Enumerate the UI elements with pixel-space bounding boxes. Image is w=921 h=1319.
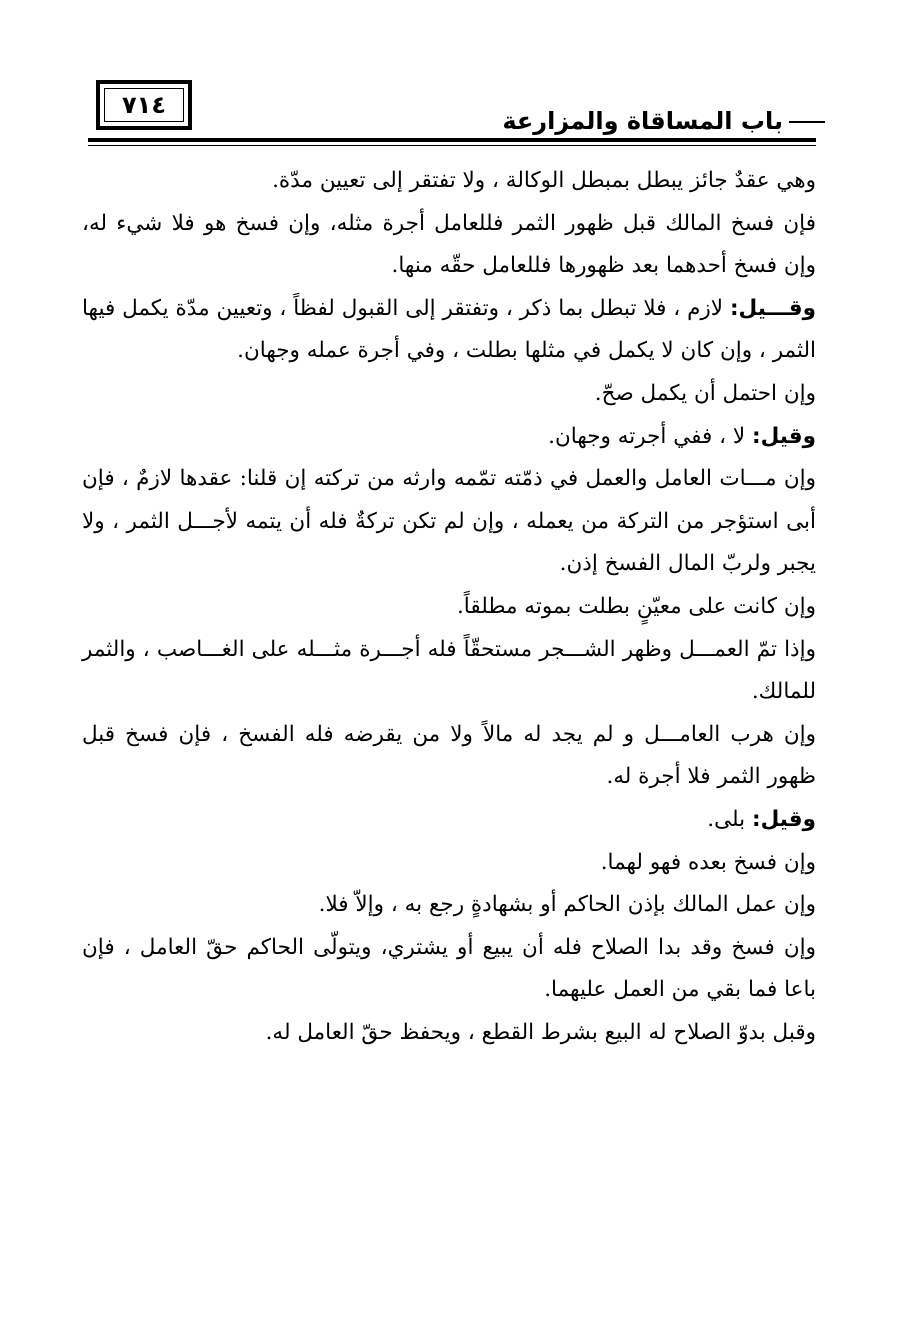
paragraph-text: فإن فسخ المالك قبل ظهور الثمر فللعامل أجرة مثله، وإن فسخ هو فلا شيء له، وإن فسخ أحدهما بعد ظهورها فللعامل حقّه منها. bbox=[82, 210, 816, 279]
paragraph bbox=[82, 416, 816, 459]
paragraph-text: وقبل بدوّ الصلاح له البيع بشرط القطع ، ويحفظ حقّ العامل له. bbox=[265, 1019, 816, 1045]
paragraph-text: بلى. bbox=[707, 806, 752, 832]
paragraph-text: وإن فسخ بعده فهو لهما. bbox=[600, 849, 816, 875]
page-number: ٧١٤ bbox=[122, 91, 166, 119]
paragraph bbox=[82, 458, 816, 586]
chapter-header bbox=[502, 106, 825, 136]
page-number-box bbox=[96, 80, 192, 130]
paragraph bbox=[82, 373, 816, 416]
paragraph-text: وإن كانت على معيّنٍ بطلت بموته مطلقاً. bbox=[456, 593, 816, 619]
header-rule-thin bbox=[88, 145, 816, 146]
paragraph-text: وإن عمل المالك بإذن الحاكم أو بشهادةٍ رجع به ، وإلاّ فلا. bbox=[318, 892, 816, 918]
chapter-title: باب المساقاة والمزارعة bbox=[502, 107, 783, 135]
paragraph-text: وإن مـــات العامل والعمل في ذمّته تمّمه وارثه من تركته إن قلنا: عقدها لازمٌ ، فإن أبى استؤجر من التركة من يعمله ، وإن لم تكن تركةٌ فله أن يتمه لأجـــل الثمر ، ولا يجبر ولربّ المال الفسخ إذن. bbox=[82, 466, 816, 577]
header-dash bbox=[789, 121, 825, 123]
paragraph bbox=[82, 799, 816, 842]
paragraph-text: وإن فسخ وقد بدا الصلاح فله أن يبيع أو يشتري، ويتولّى الحاكم حقّ العامل ، فإن باعا فما بقي من العمل عليهما. bbox=[82, 934, 816, 1003]
paragraph bbox=[82, 288, 816, 373]
paragraph bbox=[82, 160, 816, 203]
paragraph-text: لازم ، فلا تبطل بما ذكر ، وتفتقر إلى القبول لفظاً ، وتعيين مدّة يكمل فيها الثمر ، وإن كان لا يكمل في مثلها بطلت ، وفي أجرة عمله وجهان. bbox=[82, 295, 816, 364]
paragraph-text: وهي عقدٌ جائز يبطل بمبطل الوكالة ، ولا تفتقر إلى تعيين مدّة. bbox=[272, 168, 816, 193]
paragraph bbox=[82, 203, 816, 288]
paragraph-text: وإذا تمّ العمـــل وظهر الشـــجر مستحقّاً فله أجـــرة مثـــله على الغـــاصب ، والثمر للمالك. bbox=[82, 636, 816, 705]
paragraph bbox=[82, 842, 816, 885]
paragraph bbox=[82, 1012, 816, 1055]
paragraph bbox=[82, 586, 816, 629]
paragraph-text: وإن احتمل أن يكمل صحّ. bbox=[594, 380, 816, 406]
paragraph bbox=[82, 927, 816, 1012]
body-text bbox=[82, 160, 816, 1054]
paragraph-text: لا ، ففي أجرته وجهان. bbox=[548, 423, 752, 449]
paragraph-text: وإن هرب العامـــل و لم يجد له مالاً ولا من يقرضه فله الفسخ ، فإن فسخ قبل ظهور الثمر فلا أجرة له. bbox=[82, 721, 816, 790]
paragraph bbox=[82, 714, 816, 799]
paragraph-lead: وقيل: bbox=[751, 423, 816, 449]
paragraph-lead: وقـــيل: bbox=[729, 295, 816, 321]
header-rule bbox=[88, 138, 816, 142]
paragraph-lead: وقيل: bbox=[751, 806, 816, 832]
paragraph bbox=[82, 884, 816, 927]
paragraph bbox=[82, 629, 816, 714]
